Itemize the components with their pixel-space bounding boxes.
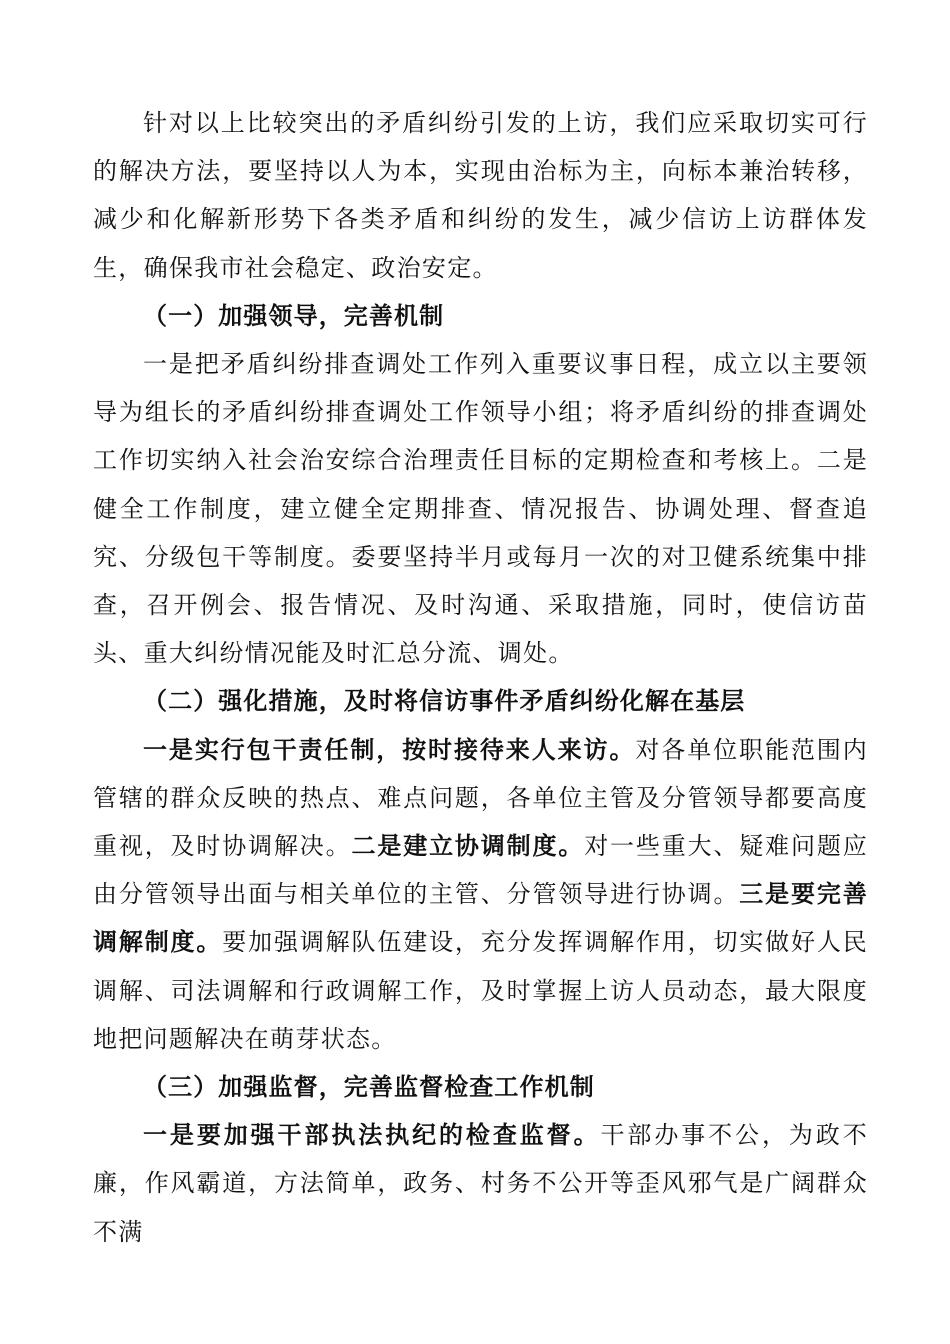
section-3-paragraph xyxy=(93,1111,868,1256)
section-heading-3: （三）加强监督，完善监督检查工作机制 xyxy=(143,1073,595,1102)
intro-paragraph: 针对以上比较突出的矛盾纠纷引发的上访，我们应采取切实可行的解决方法，要坚持以人为本，实现由治标为主，向标本兼治转移，减少和化解新形势下各类矛盾和纠纷的发生，减少信访上访群体发生，确保我市社会稳定、政治安定。 xyxy=(93,109,868,282)
lead-phrase: 一是实行包干责任制，按时接待来人来访。 xyxy=(143,735,636,764)
body-text: 干部办事不公，为政不廉，作风霸道，方法简单，政务、村务不公开等歪风邪气是广阔群众不满 xyxy=(93,1121,868,1246)
body-text: 对一些重大、疑难问题应由分管领导出面与相关单位的主管、分管领导进行协调。 xyxy=(93,832,868,909)
section-heading-2: （二）强化措施，及时将信访事件矛盾纠纷化解在基层 xyxy=(143,687,746,716)
section-1-paragraph: 一是把矛盾纠纷排查调处工作列入重要议事日程，成立以主要领导为组长的矛盾纠纷排查调处工作领导小组；将矛盾纠纷的排查调处工作切实纳入社会治安综合治理责任目标的定期检查和考核上。二是健全工作制度，建立健全定期排查、情况报告、协调处理、督查追究、分级包干等制度。委要坚持半月或每月一次的对卫健系统集中排查，召开例会、报告情况、及时沟通、采取措施，同时，使信访苗头、重大纠纷情况能及时汇总分流、调处。 xyxy=(93,350,868,668)
lead-phrase: 二是建立协调制度。 xyxy=(351,832,585,861)
section-2-paragraph xyxy=(93,726,868,1063)
lead-phrase: 一是要加强干部执法执纪的检查监督。 xyxy=(143,1121,601,1150)
document-body xyxy=(93,99,868,1256)
body-text: 要加强调解队伍建设，充分发挥调解作用，切实做好人民调解、司法调解和行政调解工作，及时掌握上访人员动态，最大限度地把问题解决在萌芽状态。 xyxy=(93,928,869,1053)
lead-phrase: 三是要完善调解制度。 xyxy=(93,880,869,957)
body-text: 对各单位职能范围内管辖的群众反映的热点、难点问题，各单位主管及分管领导都要高度重视，及时协调解决。 xyxy=(93,735,869,861)
section-heading-1: （一）加强领导，完善机制 xyxy=(143,301,445,330)
